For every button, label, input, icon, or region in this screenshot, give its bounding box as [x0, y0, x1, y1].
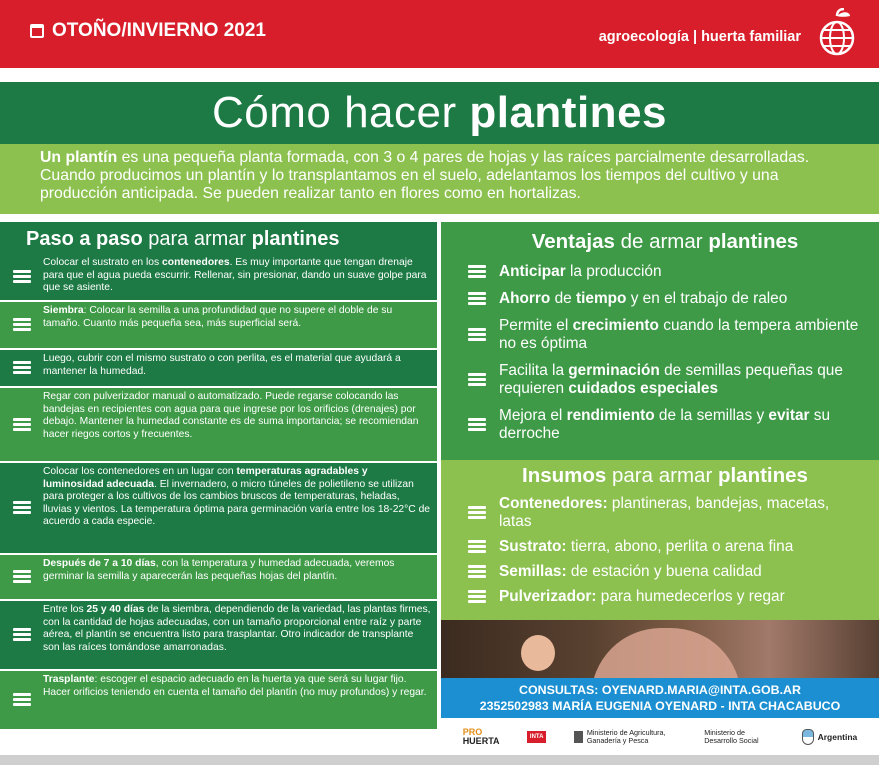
list-bars-icon [468, 418, 486, 432]
insumo-item: Sustrato: tierra, abono, perlita o arena fina [441, 538, 879, 556]
consultas-bar [441, 678, 879, 718]
list-bars-icon [13, 501, 31, 515]
list-bars-icon [13, 318, 31, 332]
list-bars-icon [468, 506, 486, 520]
insumo-item: Pulverizador: para humedecerlos y regar [441, 588, 879, 606]
logos-bar [441, 718, 879, 755]
step-item: Entre los 25 y 40 días de la siembra, dependiendo de la variedad, las plantas firmes, con la cantidad de hojas adecuadas, con un tamaño proporcional entre raíz y parte aérea, el plantín se encuentra listo para trasplantar. Otro indicador de transplante son las raíces tomándose amarronadas. [0, 601, 437, 671]
argentina-logo: Argentina [802, 729, 858, 745]
list-bars-icon [468, 540, 486, 554]
calendar-icon [30, 24, 44, 38]
seed-shape [521, 635, 555, 671]
title-bar [0, 82, 879, 144]
step-item: Colocar los contenedores en un lugar con temperaturas agradables y luminosidad adecuada. El invernadero, o micro túneles de polietileno se utilizan para proteger a los cultivos de los cambios bruscos de temperaturas, heladas, lluvias y vientos. La temperatura óptima para germinación varía entre los 18-22°C de acuerdo a cada especie. [0, 463, 437, 555]
bottom-strip [0, 755, 879, 765]
list-bars-icon [13, 570, 31, 584]
list-bars-icon [468, 265, 486, 279]
list-bars-icon [13, 628, 31, 642]
list-bars-icon [468, 565, 486, 579]
header-bar [0, 0, 879, 68]
step-item: Regar con pulverizador manual o automatizado. Puede regarse colocando las bandejas en recipientes con agua para que ingrese por los orificios (drenajes) por debajo. Mantener la humedad constante es de suma importancia; se recomiendan hacer riegos cortos y frecuentes. [0, 388, 437, 463]
step-item: Siembra: Colocar la semilla a una profundidad que no supere el doble de su tamaño. Cuanto más pequeña sea, más superficial será. [0, 302, 437, 350]
intro-text: es una pequeña planta formada, con 3 o 4 pares de hojas y las raíces parcialmente desarrolladas. Cuando producimos un plantín y lo transplantamos en el suelo, adelantamos los tiempos del cultivo y una producción anticipada. Se pueden realizar tanto en flores como en hortalizas. [40, 149, 810, 202]
right-panel [441, 222, 879, 620]
list-bars-icon [13, 693, 31, 707]
page-title: Cómo hacer plantines [211, 88, 668, 137]
paso-heading: Paso a paso para armar plantines [0, 222, 437, 254]
escudo-icon [802, 729, 814, 745]
ministry-icon [574, 731, 583, 743]
paso-a-paso-panel [0, 222, 437, 750]
consultas-line-2: 2352502983 MARÍA EUGENIA OYENARD - INTA CHACABUCO [479, 699, 841, 713]
inta-logo: INTA [527, 731, 547, 743]
apple-globe-icon [817, 8, 857, 58]
tagline: agroecología | huerta familiar [598, 29, 801, 45]
season-label [30, 20, 266, 42]
season-text: OTOÑO/INVIERNO 2021 [52, 20, 266, 41]
hand-shape [591, 628, 741, 680]
soil-hand-photo [441, 620, 879, 680]
list-bars-icon [13, 418, 31, 432]
insumos-heading: Insumos para armar plantines [522, 464, 808, 487]
ministerio-agricultura-logo: Ministerio de Agricultura, Ganadería y Pesca [574, 729, 677, 745]
ventaja-item: Ahorro de tiempo y en el trabajo de raleo [441, 290, 879, 308]
step-item: Después de 7 a 10 días, con la temperatura y humedad adecuada, veremos germinar la semilla y aparecerán las pequeñas hojas del plantín. [0, 555, 437, 601]
prohuerta-logo: PRO HUERTA [462, 726, 500, 746]
ventaja-item: Facilita la germinación de semillas pequeñas que requieren cuidados especiales [441, 362, 879, 398]
list-bars-icon [13, 361, 31, 375]
step-item: Luego, cubrir con el mismo sustrato o con perlita, es el material que ayudará a mantener la humedad. [0, 350, 437, 388]
step-item: Trasplante: escoger el espacio adecuado en la huerta ya que será su lugar fijo. Hacer orificios teniendo en cuenta el tamaño del plantín (no muy profundos) y regar. [0, 671, 437, 729]
ministerio-desarrollo-logo: Ministerio de Desarrollo Social [704, 727, 759, 745]
list-bars-icon [468, 292, 486, 306]
insumos-section [441, 460, 879, 620]
consultas-line-1: CONSULTAS: OYENARD.MARIA@INTA.GOB.AR [519, 683, 801, 697]
ventajas-section [441, 222, 879, 460]
ventaja-item: Anticipar la producción [441, 263, 879, 281]
list-bars-icon [468, 373, 486, 387]
list-bars-icon [13, 270, 31, 284]
insumo-item: Semillas: de estación y buena calidad [441, 563, 879, 581]
ventaja-item: Mejora el rendimiento de la semillas y evitar su derroche [441, 407, 879, 443]
intro-bold: Un plantín [40, 149, 118, 166]
list-bars-icon [468, 590, 486, 604]
ventaja-item: Permite el crecimiento cuando la tempera ambiente no es óptima [441, 317, 879, 353]
intro-box [0, 144, 879, 214]
list-bars-icon [468, 328, 486, 342]
step-item: Colocar el sustrato en los contenedores. Es muy importante que tengan drenaje para que el agua pueda escurrir. Rellenar, sin presionar, dando un suave golpe para que se asiente. [0, 254, 437, 302]
insumo-item: Contenedores: plantineras, bandejas, macetas, latas [441, 495, 879, 531]
ventajas-heading: Ventajas de armar plantines [531, 230, 799, 253]
